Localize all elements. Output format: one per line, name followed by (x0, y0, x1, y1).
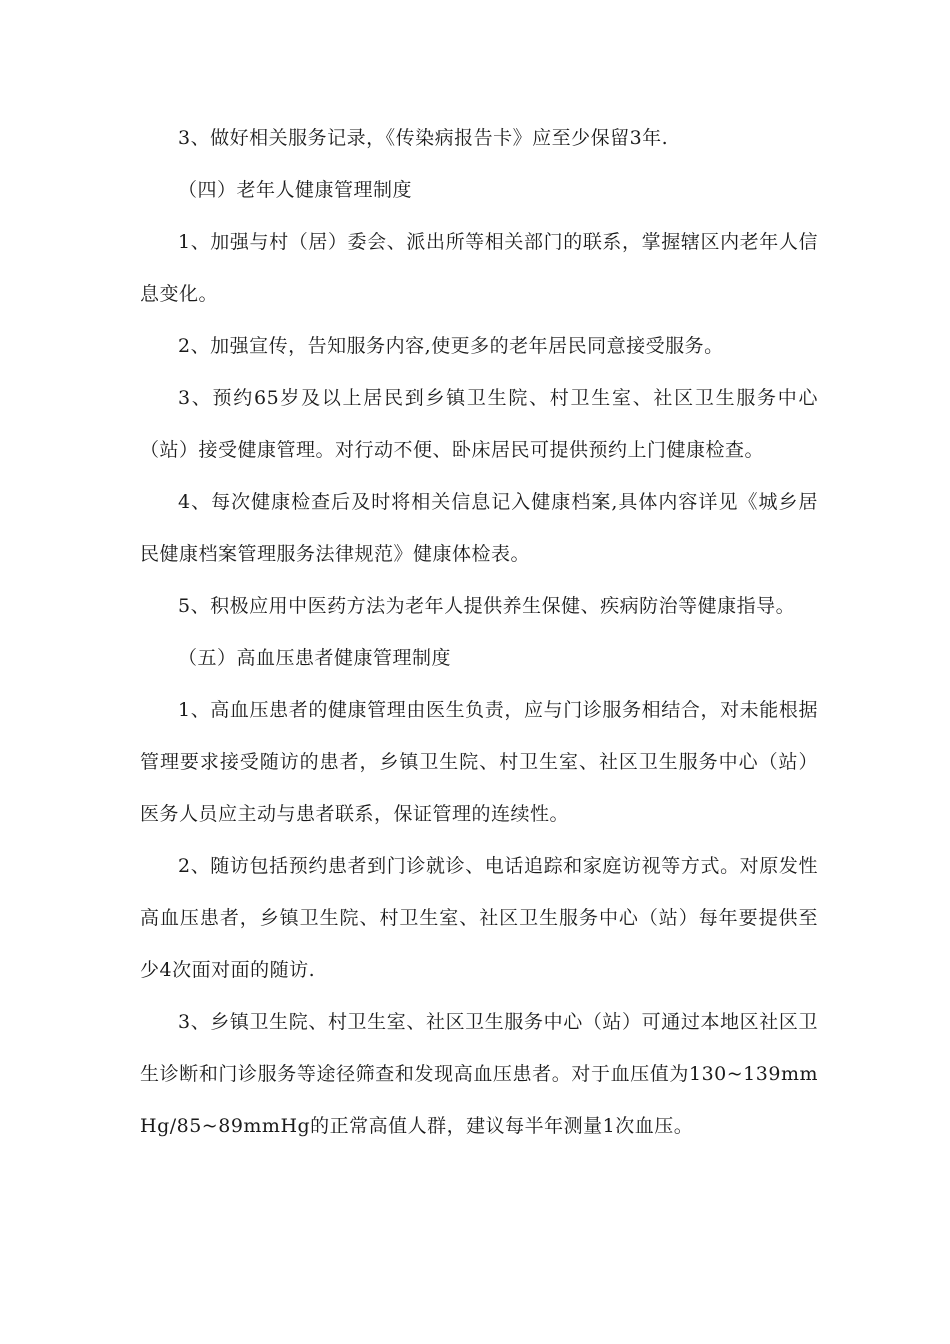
paragraph-hypertension-3: 3、乡镇卫生院、村卫生室、社区卫生服务中心（站）可通过本地区社区卫生诊断和门诊服务等途径筛查和发现高血压患者。对于血压值为130~139mmHg/85~89mmHg的正常高值人群，建议每半年测量1次血压。 (140, 1011, 818, 1137)
document-body (140, 112, 818, 1152)
paragraph-elderly-1: 1、加强与村（居）委会、派出所等相关部门的联系，掌握辖区内老年人信息变化。 (140, 231, 818, 305)
section-heading-hypertension: （五）高血压患者健康管理制度 (178, 647, 452, 669)
paragraph-elderly-3: 3、预约65岁及以上居民到乡镇卫生院、村卫生室、社区卫生服务中心（站）接受健康管理。对行动不便、卧床居民可提供预约上门健康检查。 (140, 387, 818, 461)
paragraph-elderly-2: 2、加强宣传，告知服务内容,使更多的老年居民同意接受服务。 (178, 335, 724, 357)
paragraph-elderly-4: 4、每次健康检查后及时将相关信息记入健康档案,具体内容详见《城乡居民健康档案管理服务法律规范》健康体检表。 (140, 491, 818, 565)
section-heading-elderly: （四）老年人健康管理制度 (178, 179, 413, 201)
paragraph-record-keeping: 3、做好相关服务记录，《传染病报告卡》应至少保留3年. (178, 127, 669, 149)
paragraph-hypertension-2: 2、随访包括预约患者到门诊就诊、电话追踪和家庭访视等方式。对原发性高血压患者，乡镇卫生院、村卫生室、社区卫生服务中心（站）每年要提供至少4次面对面的随访. (140, 855, 818, 981)
paragraph-hypertension-1: 1、高血压患者的健康管理由医生负责，应与门诊服务相结合，对未能根据管理要求接受随访的患者，乡镇卫生院、村卫生室、社区卫生服务中心（站）医务人员应主动与患者联系，保证管理的连续性。 (140, 699, 818, 825)
paragraph-elderly-5: 5、积极应用中医药方法为老年人提供养生保健、疾病防治等健康指导。 (178, 595, 796, 617)
